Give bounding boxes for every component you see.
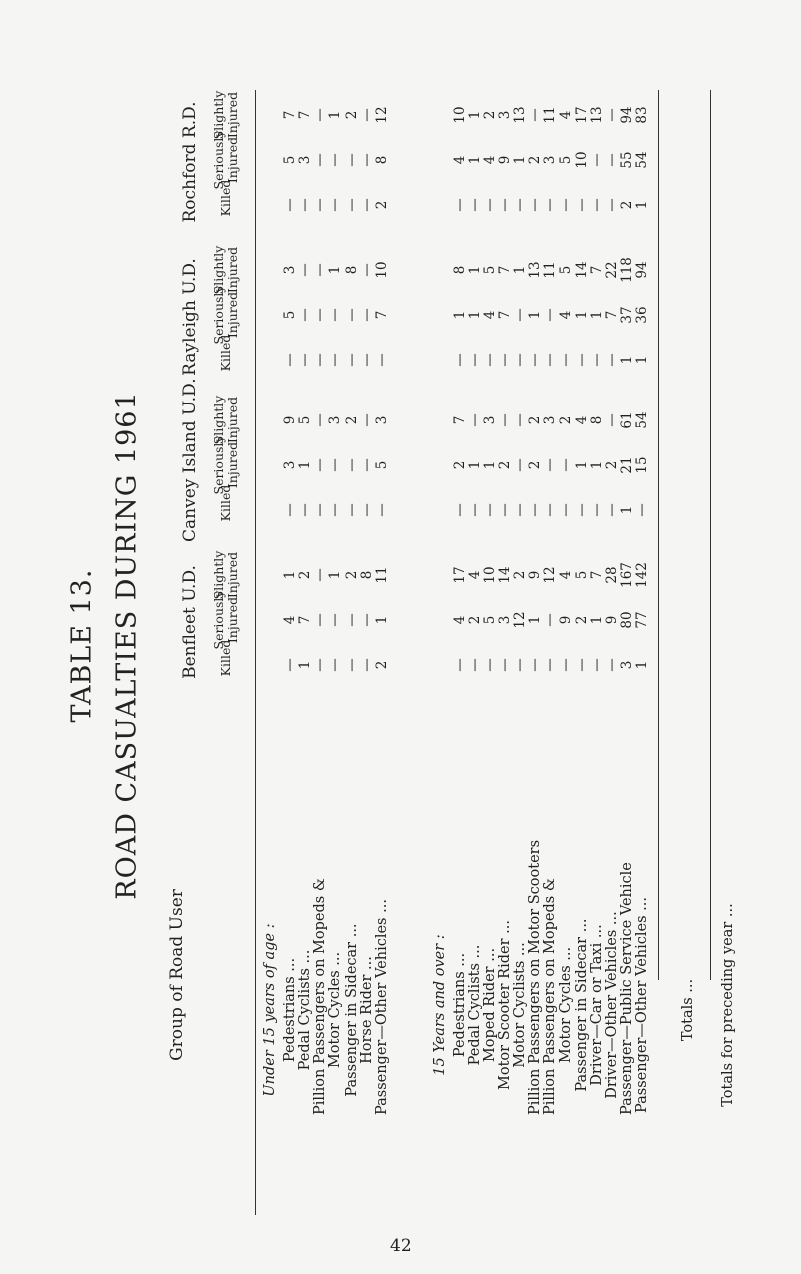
table-cell: —: [312, 458, 328, 472]
table-cell: —: [282, 353, 298, 367]
table-cell: —: [482, 658, 498, 672]
table-cell: —: [312, 503, 328, 517]
table-cell: 1: [574, 310, 590, 320]
table-cell: —: [542, 613, 558, 627]
table-cell: —: [497, 353, 513, 367]
table-cell: —: [297, 353, 313, 367]
table-cell: 2: [604, 460, 620, 470]
table-cell: —: [574, 198, 590, 212]
table-title: ROAD CASUALTIES DURING 1961: [111, 391, 143, 900]
table-cell: —: [359, 263, 375, 277]
table-cell: 8: [344, 265, 360, 275]
table-cell: —: [467, 353, 483, 367]
table-cell: 15: [634, 456, 650, 474]
table-cell: 2: [574, 615, 590, 625]
table-cell: 5: [482, 265, 498, 275]
table-cell: 1: [634, 660, 650, 670]
table-cell: —: [482, 503, 498, 517]
row-label: Motor Cycles ...: [327, 951, 343, 1069]
table-cell: —: [497, 658, 513, 672]
subheader-line: Slightly: [211, 395, 226, 445]
table-cell: 28: [604, 566, 620, 584]
table-cell: —: [497, 503, 513, 517]
table-cell: —: [344, 658, 360, 672]
table-cell: 13: [527, 261, 543, 279]
column-subheader: [212, 535, 240, 615]
table-cell: 3: [497, 615, 513, 625]
table-cell: —: [512, 458, 528, 472]
table-cell: 3: [374, 415, 390, 425]
table-cell: 1: [619, 505, 635, 515]
table-cell: —: [512, 353, 528, 367]
table-cell: —: [374, 503, 390, 517]
table-cell: —: [344, 198, 360, 212]
table-cell: 2: [497, 460, 513, 470]
table-cell: 8: [374, 155, 390, 165]
table-cell: —: [542, 458, 558, 472]
table-cell: 1: [634, 355, 650, 365]
table-cell: —: [327, 353, 343, 367]
table-cell: 22: [604, 261, 620, 279]
table-cell: 10: [482, 566, 498, 584]
subheader-line: Injured: [225, 441, 240, 489]
table-cell: —: [542, 198, 558, 212]
table-cell: —: [297, 308, 313, 322]
subheader-line: Injured: [225, 396, 240, 444]
district-header: Benfleet U.D.: [180, 565, 200, 679]
table-cell: —: [312, 413, 328, 427]
table-cell: 54: [634, 151, 650, 169]
table-cell: —: [327, 503, 343, 517]
table-cell: 2: [452, 460, 468, 470]
table-cell: —: [344, 353, 360, 367]
table-cell: 2: [512, 570, 528, 580]
subheader-line: Killed: [218, 179, 233, 217]
totals-rule: [658, 90, 659, 980]
table-cell: —: [359, 503, 375, 517]
table-cell: 142: [634, 562, 650, 588]
table-cell: 1: [327, 570, 343, 580]
table-cell: —: [589, 503, 605, 517]
table-cell: —: [512, 658, 528, 672]
table-cell: 1: [512, 265, 528, 275]
district-header: Canvey Island U.D.: [180, 378, 200, 542]
table-cell: 2: [527, 155, 543, 165]
table-cell: 83: [634, 106, 650, 124]
table-cell: 4: [452, 155, 468, 165]
page-number: 42: [390, 1236, 412, 1256]
table-cell: —: [327, 308, 343, 322]
subheader-line: Killed: [218, 484, 233, 522]
subheader-line: Slightly: [211, 550, 226, 600]
table-cell: —: [312, 613, 328, 627]
table-cell: 5: [282, 310, 298, 320]
column-subheader: [212, 75, 240, 155]
table-cell: —: [604, 503, 620, 517]
subheader-line: Seriously: [211, 285, 226, 345]
table-cell: 7: [374, 310, 390, 320]
row-label: Passenger—Public Service Vehicle: [619, 862, 635, 1115]
table-cell: —: [574, 658, 590, 672]
table-cell: 4: [574, 415, 590, 425]
table-cell: —: [312, 353, 328, 367]
table-cell: 17: [452, 566, 468, 584]
table-cell: —: [497, 198, 513, 212]
table-cell: —: [359, 153, 375, 167]
table-cell: 9: [558, 615, 574, 625]
table-cell: —: [467, 198, 483, 212]
table-cell: 9: [282, 415, 298, 425]
table-cell: —: [359, 308, 375, 322]
table-cell: 37: [619, 306, 635, 324]
table-cell: 61: [619, 411, 635, 429]
subheader-line: Slightly: [211, 245, 226, 295]
table-cell: 1: [467, 310, 483, 320]
table-cell: —: [542, 308, 558, 322]
table-cell: 1: [482, 460, 498, 470]
table-cell: 118: [619, 257, 635, 283]
table-cell: 5: [374, 460, 390, 470]
table-cell: 2: [344, 570, 360, 580]
table-cell: 8: [452, 265, 468, 275]
table-cell: 5: [558, 265, 574, 275]
table-cell: 17: [574, 106, 590, 124]
table-cell: 3: [497, 110, 513, 120]
row-label: Pedal Cyclists ...: [467, 944, 483, 1066]
table-cell: 7: [452, 415, 468, 425]
table-cell: —: [467, 413, 483, 427]
table-cell: 7: [297, 615, 313, 625]
row-label: Pedestrians ...: [282, 957, 298, 1063]
table-cell: 5: [297, 415, 313, 425]
subheader-line: Seriously: [211, 130, 226, 190]
table-cell: 8: [589, 415, 605, 425]
table-cell: 94: [619, 106, 635, 124]
table-cell: 1: [574, 460, 590, 470]
table-cell: —: [282, 658, 298, 672]
table-cell: 3: [542, 155, 558, 165]
subheader-line: Slightly: [211, 90, 226, 140]
table-cell: 4: [452, 615, 468, 625]
table-cell: —: [327, 198, 343, 212]
row-label: Motor Cyclists ...: [512, 942, 528, 1068]
table-cell: 1: [619, 355, 635, 365]
table-cell: 7: [604, 310, 620, 320]
table-cell: 7: [282, 110, 298, 120]
table-cell: 11: [542, 261, 558, 279]
table-cell: —: [558, 198, 574, 212]
table-cell: 4: [467, 570, 483, 580]
table-cell: —: [589, 353, 605, 367]
table-cell: —: [327, 458, 343, 472]
table-cell: —: [589, 658, 605, 672]
table-cell: —: [327, 153, 343, 167]
subheader-line: Seriously: [211, 590, 226, 650]
table-cell: —: [542, 503, 558, 517]
table-cell: —: [527, 198, 543, 212]
table-cell: —: [344, 503, 360, 517]
table-cell: 36: [634, 306, 650, 324]
table-cell: —: [312, 198, 328, 212]
table-cell: —: [374, 353, 390, 367]
table-cell: 3: [282, 460, 298, 470]
table-cell: 167: [619, 562, 635, 588]
table-cell: 4: [282, 615, 298, 625]
row-label: Moped Rider ...: [482, 947, 498, 1063]
row-label: Motor Cycles ...: [558, 946, 574, 1064]
table-cell: 3: [482, 415, 498, 425]
table-cell: 1: [467, 460, 483, 470]
table-cell: 5: [558, 155, 574, 165]
table-cell: 1: [467, 155, 483, 165]
table-cell: —: [327, 613, 343, 627]
table-cell: 3: [619, 660, 635, 670]
row-label: Passenger in Sidecar ...: [344, 923, 360, 1097]
table-cell: —: [359, 108, 375, 122]
table-cell: 2: [344, 110, 360, 120]
table-cell: 2: [297, 570, 313, 580]
table-cell: 11: [542, 106, 558, 124]
table-cell: —: [512, 413, 528, 427]
table-cell: 2: [482, 110, 498, 120]
table-cell: 3: [297, 155, 313, 165]
table-cell: —: [604, 108, 620, 122]
table-cell: 7: [497, 265, 513, 275]
table-cell: —: [574, 353, 590, 367]
header-rule: [255, 90, 256, 1215]
table-cell: —: [297, 198, 313, 212]
table-cell: —: [452, 658, 468, 672]
table-cell: —: [297, 263, 313, 277]
table-cell: —: [589, 153, 605, 167]
table-cell: 1: [467, 265, 483, 275]
table-cell: —: [312, 263, 328, 277]
table-cell: —: [359, 613, 375, 627]
table-cell: —: [312, 658, 328, 672]
subheader-line: Seriously: [211, 435, 226, 495]
table-cell: 9: [497, 155, 513, 165]
table-cell: —: [452, 503, 468, 517]
table-cell: 2: [619, 200, 635, 210]
row-label: Driver—Car or Taxi ...: [589, 924, 605, 1086]
table-cell: —: [558, 353, 574, 367]
right-rule: [710, 90, 711, 980]
table-cell: 1: [512, 155, 528, 165]
subheader-line: Injured: [225, 91, 240, 139]
table-cell: —: [359, 658, 375, 672]
table-cell: 7: [589, 265, 605, 275]
table-cell: 13: [512, 106, 528, 124]
table-cell: 1: [327, 110, 343, 120]
row-label: Passenger in Sidecar ...: [574, 918, 590, 1092]
table-cell: 7: [297, 110, 313, 120]
table-cell: 1: [297, 460, 313, 470]
table-cell: 11: [374, 566, 390, 584]
row-label: Pillion Passengers on Mopeds &: [312, 878, 328, 1115]
table-cell: 1: [589, 615, 605, 625]
table-number: TABLE 13.: [66, 568, 98, 723]
row-label: Driver—Other Vehicles ...: [604, 911, 620, 1099]
table-cell: 9: [527, 570, 543, 580]
section-label-under-15: Under 15 years of age :: [262, 923, 278, 1097]
table-cell: —: [344, 613, 360, 627]
table-cell: 12: [512, 611, 528, 629]
table-cell: 4: [482, 155, 498, 165]
table-cell: —: [527, 108, 543, 122]
prev-totals-label: Totals for preceding year ...: [720, 903, 736, 1107]
table-cell: 10: [452, 106, 468, 124]
table-cell: —: [527, 353, 543, 367]
section-label-over-15: 15 Years and over :: [432, 934, 448, 1076]
table-cell: —: [359, 198, 375, 212]
table-cell: 80: [619, 611, 635, 629]
table-cell: 1: [452, 310, 468, 320]
row-label: Pillion Passengers on Motor Scooters: [527, 839, 543, 1115]
table-cell: 3: [282, 265, 298, 275]
row-label: Pillion Passengers on Mopeds &: [542, 878, 558, 1115]
subheader-line: Injured: [225, 136, 240, 184]
table-cell: 7: [589, 570, 605, 580]
table-cell: —: [512, 198, 528, 212]
table-cell: 5: [282, 155, 298, 165]
table-cell: 54: [634, 411, 650, 429]
table-cell: 12: [374, 106, 390, 124]
table-cell: 5: [482, 615, 498, 625]
group-header: Group of Road User: [167, 889, 187, 1061]
table-cell: —: [282, 503, 298, 517]
row-label: Pedal Cyclists ...: [297, 949, 313, 1071]
table-cell: —: [344, 308, 360, 322]
table-cell: 2: [344, 415, 360, 425]
table-cell: 13: [589, 106, 605, 124]
table-cell: —: [359, 413, 375, 427]
table-cell: —: [482, 198, 498, 212]
table-cell: —: [327, 658, 343, 672]
table-cell: 12: [542, 566, 558, 584]
table-cell: 1: [327, 265, 343, 275]
table-cell: 3: [542, 415, 558, 425]
table-cell: 1: [634, 200, 650, 210]
table-cell: 1: [282, 570, 298, 580]
table-cell: 4: [558, 570, 574, 580]
table-cell: 4: [482, 310, 498, 320]
table-cell: —: [634, 503, 650, 517]
table-cell: 21: [619, 456, 635, 474]
table-cell: —: [604, 353, 620, 367]
table-cell: 1: [527, 615, 543, 625]
table-cell: 14: [497, 566, 513, 584]
table-cell: 1: [589, 460, 605, 470]
column-subheader: [212, 230, 240, 310]
table-cell: —: [558, 503, 574, 517]
table-cell: —: [512, 503, 528, 517]
table-cell: 1: [589, 310, 605, 320]
table-cell: 1: [527, 310, 543, 320]
table-cell: 94: [634, 261, 650, 279]
table-cell: —: [344, 153, 360, 167]
subheader-line: Injured: [225, 291, 240, 339]
table-cell: 8: [359, 570, 375, 580]
table-cell: 1: [297, 660, 313, 670]
district-header: Rayleigh U.D.: [180, 258, 200, 376]
subheader-line: Injured: [225, 246, 240, 294]
table-cell: 10: [374, 261, 390, 279]
table-cell: —: [359, 458, 375, 472]
table-cell: 2: [527, 460, 543, 470]
table-cell: —: [512, 308, 528, 322]
table-cell: —: [542, 353, 558, 367]
table-cell: 2: [527, 415, 543, 425]
row-label: Passenger—Other Vehicles ...: [374, 899, 390, 1115]
subheader-line: Killed: [218, 639, 233, 677]
table-cell: —: [604, 413, 620, 427]
table-cell: 1: [467, 110, 483, 120]
table-cell: —: [312, 308, 328, 322]
table-cell: —: [558, 458, 574, 472]
table-cell: —: [312, 108, 328, 122]
table-cell: 4: [558, 110, 574, 120]
table-cell: 1: [374, 615, 390, 625]
table-cell: 14: [574, 261, 590, 279]
table-cell: —: [497, 413, 513, 427]
subheader-line: Killed: [218, 334, 233, 372]
table-cell: 9: [604, 615, 620, 625]
row-label: Motor Scooter Rider ...: [497, 920, 513, 1090]
table-cell: —: [527, 503, 543, 517]
district-header: Rochford R.D.: [180, 101, 200, 223]
table-cell: —: [359, 353, 375, 367]
table-cell: —: [312, 153, 328, 167]
table-cell: —: [312, 568, 328, 582]
table-cell: 2: [558, 415, 574, 425]
table-cell: —: [527, 658, 543, 672]
table-cell: 3: [327, 415, 343, 425]
subheader-line: Injured: [225, 596, 240, 644]
table-cell: 55: [619, 151, 635, 169]
row-label: Horse Rider ...: [359, 956, 375, 1064]
table-cell: —: [604, 153, 620, 167]
table-cell: 4: [558, 310, 574, 320]
table-cell: —: [467, 503, 483, 517]
table-cell: 7: [497, 310, 513, 320]
table-cell: —: [297, 503, 313, 517]
table-cell: 77: [634, 611, 650, 629]
table-cell: —: [542, 658, 558, 672]
table-cell: —: [452, 353, 468, 367]
table-cell: 2: [467, 615, 483, 625]
table-cell: —: [467, 658, 483, 672]
table-cell: —: [282, 198, 298, 212]
table-cell: —: [589, 198, 605, 212]
table-cell: —: [344, 458, 360, 472]
subheader-line: Injured: [225, 551, 240, 599]
table-cell: 2: [374, 200, 390, 210]
table-cell: —: [558, 658, 574, 672]
table-cell: —: [604, 198, 620, 212]
row-label: Pedestrians ...: [452, 952, 468, 1058]
table-cell: —: [482, 353, 498, 367]
table-cell: 2: [374, 660, 390, 670]
table-cell: 5: [574, 570, 590, 580]
totals-label: Totals ...: [680, 978, 696, 1042]
row-label: Passenger—Other Vehicles ...: [634, 897, 650, 1113]
table-cell: 10: [574, 151, 590, 169]
table-cell: —: [574, 503, 590, 517]
table-cell: —: [452, 198, 468, 212]
table-cell: —: [604, 658, 620, 672]
